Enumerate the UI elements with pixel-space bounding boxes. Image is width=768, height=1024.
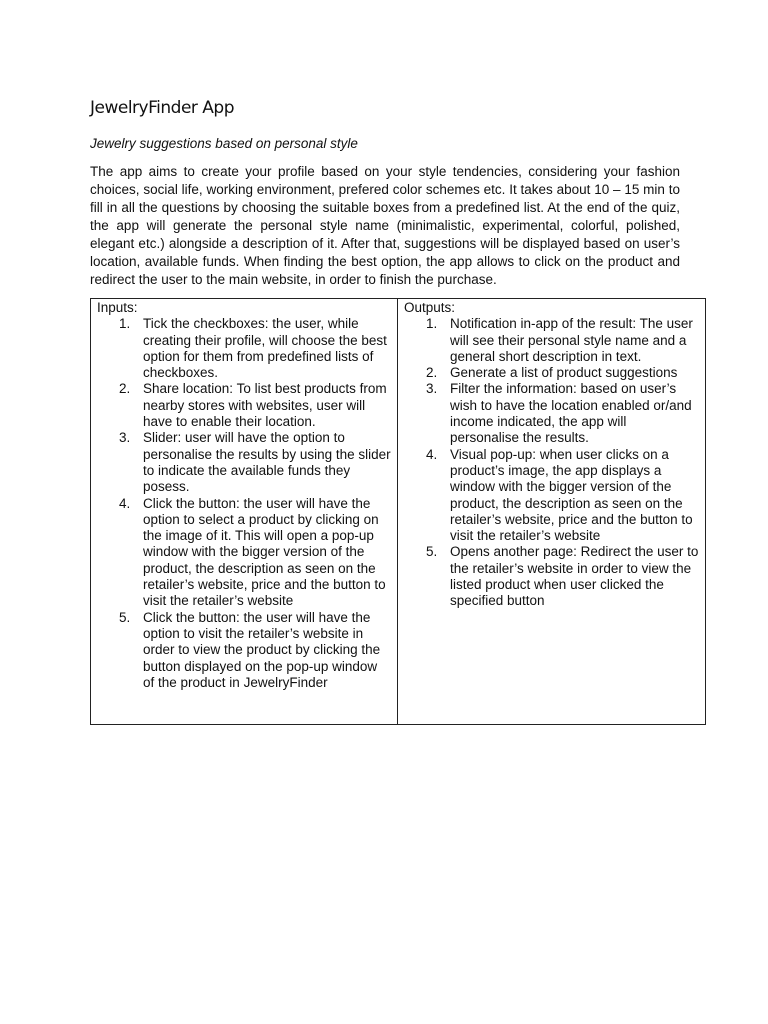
list-item-text: Opens another page: Redirect the user to the retailer’s website in order to view the listed product when user clicked the specified button xyxy=(450,544,699,609)
table-row xyxy=(91,299,706,725)
list-item-text: Visual pop-up: when user clicks on a product’s image, the app displays a window with the bigger version of the product, the description as seen on the retailer’s website, price and the button to visit the retailer’s website xyxy=(450,446,693,544)
list-item-text: Generate a list of product suggestions xyxy=(450,365,678,381)
document-subtitle: Jewelry suggestions based on personal style xyxy=(90,136,358,151)
intro-paragraph: The app aims to create your profile based on your style tendencies, considering your fashion choices, social life, working environment, prefered color schemes etc. It takes about 10 – 15 min to fill in all the questions by choosing the suitable boxes from a predefined list. At the end of the quiz, the app will generate the personal style name (minimalistic, experimental, colorful, polished, elegant etc.) alongside a description of it. After that, suggestions will be displayed based on user’s location, available funds. When finding the best option, the app allows to click on the product and redirect the user to the main website, in order to finish the purchase. xyxy=(90,164,680,287)
list-item-text: Share location: To list best products from nearby stores with websites, user will have to enable their location. xyxy=(143,381,387,430)
list-item xyxy=(404,381,699,446)
list-item-number: 5. xyxy=(426,544,438,560)
list-item-number: 3. xyxy=(119,430,131,446)
list-item-text: Filter the information: based on user’s wish to have the location enabled or/and income indicated, the app will personalise the results. xyxy=(450,381,692,446)
list-item-text: Notification in-app of the result: The user will see their personal style name and a general short description in text. xyxy=(450,316,693,364)
list-item-number: 4. xyxy=(119,495,131,511)
list-item-text: Slider: user will have the option to personalise the results by using the slider to indicate the available funds they posess. xyxy=(143,430,391,495)
list-item xyxy=(97,381,391,430)
list-item-text: Click the button: the user will have the option to select a product by clicking on the image of it. This will open a pop-up window with the bigger version of the product, the description as seen on the retailer’s website, price and the button to visit the retailer’s website xyxy=(143,495,386,609)
list-item-number: 5. xyxy=(119,609,131,625)
list-item-number: 1. xyxy=(426,316,438,332)
outputs-heading: Outputs: xyxy=(404,300,456,315)
list-item xyxy=(404,316,699,365)
inputs-heading: Inputs: xyxy=(97,300,138,315)
list-item xyxy=(404,447,699,545)
list-item-text: Click the button: the user will have the option to visit the retailer’s website in order to view the product by clicking the button displayed on the pop-up window of the product in JewelryFinder xyxy=(143,609,381,690)
inputs-outputs-table xyxy=(90,298,706,725)
list-item-number: 2. xyxy=(119,381,131,397)
list-item-number: 1. xyxy=(119,316,131,332)
document-title: JewelryFinder App xyxy=(90,98,235,118)
list-item-number: 3. xyxy=(426,381,438,397)
list-item xyxy=(97,496,391,610)
list-item-number: 2. xyxy=(426,365,438,381)
list-item xyxy=(97,610,391,691)
inputs-column xyxy=(91,299,398,725)
list-item-number: 4. xyxy=(426,446,438,462)
outputs-list xyxy=(404,316,699,609)
list-item xyxy=(97,316,391,381)
list-item xyxy=(404,544,699,609)
outputs-column xyxy=(398,299,706,725)
list-item-text: Tick the checkboxes: the user, while creating their profile, will choose the best option for them from predefined lists of checkboxes. xyxy=(143,316,387,381)
inputs-list xyxy=(97,316,391,691)
list-item xyxy=(404,365,699,381)
list-item xyxy=(97,430,391,495)
